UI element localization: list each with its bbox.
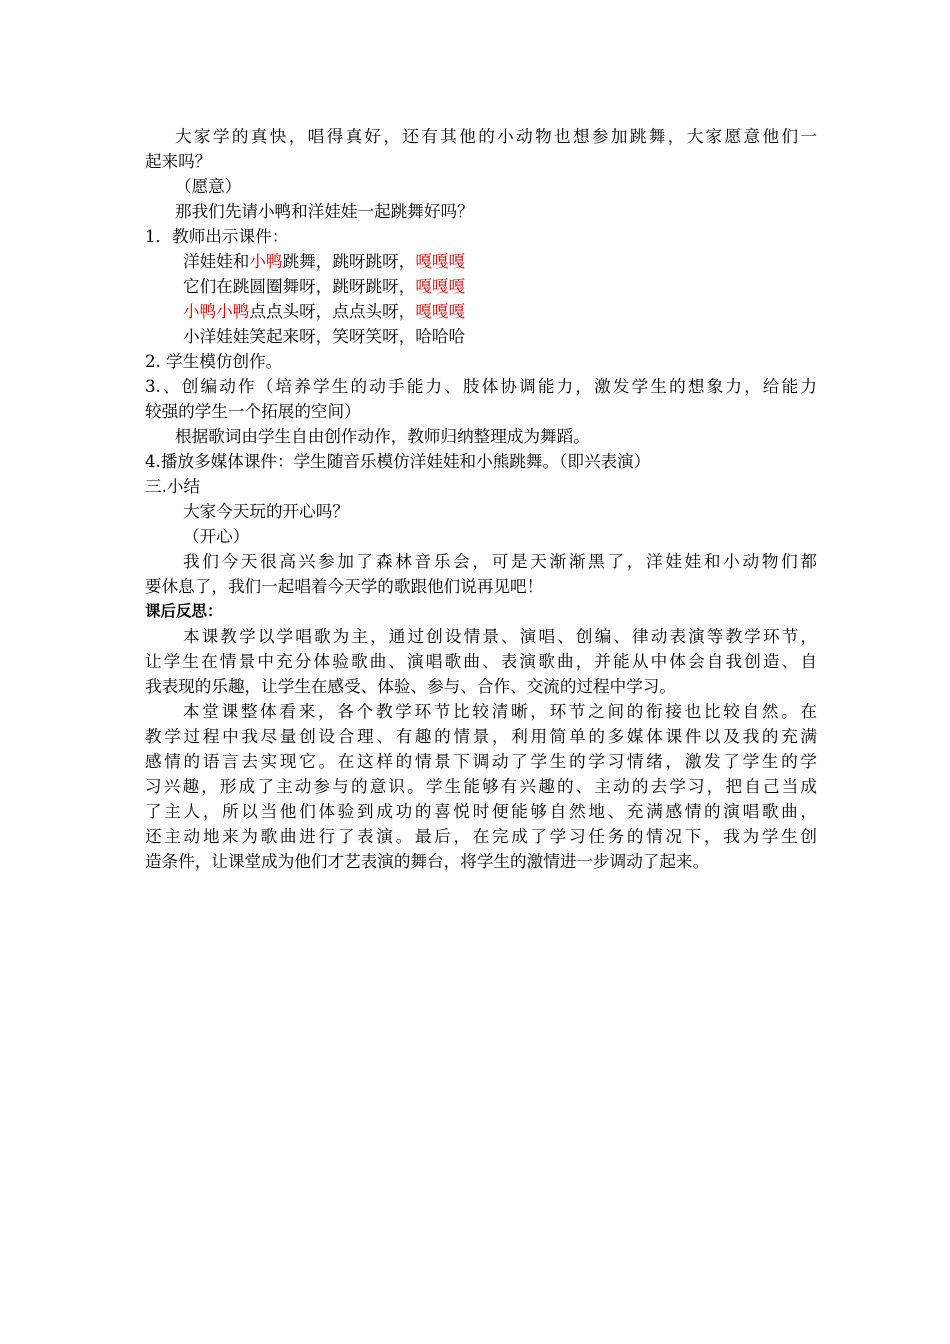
text-segment: 2. 学生模仿创作。 (145, 352, 283, 371)
text-segment: 跳舞，跳呀跳呀， (282, 252, 416, 271)
text-segment: 我们今天很高兴参加了森林音乐会，可是天渐渐黑了，洋娃娃和小动物们都 (183, 552, 817, 571)
text-segment: 4.播放多媒体课件：学生随音乐模仿洋娃娃和小熊跳舞。（即兴表演） (145, 452, 651, 471)
text-segment: 1．教师出示课件： (145, 227, 289, 246)
text-segment: 三.小结 (145, 477, 201, 496)
text-line (145, 424, 817, 449)
text-line (145, 499, 817, 524)
text-segment: 教学过程中我尽量创设合理、有趣的情景，利用简单的多媒体课件以及我的充满 (145, 727, 817, 746)
text-segment: 起来吗？ (145, 152, 212, 171)
text-segment: 造条件，让课堂成为他们才艺表演的舞台，将学生的激情进一步调动了起来。 (145, 852, 710, 871)
highlighted-text: 嘎嘎嘎 (415, 252, 466, 271)
text-segment: 课后反思： (145, 602, 223, 620)
text-line (145, 849, 817, 874)
text-line (145, 699, 817, 724)
text-segment: 大家学的真快，唱得真好，还有其他的小动物也想参加跳舞，大家愿意他们一 (175, 127, 817, 146)
highlighted-text: 嘎嘎嘎 (415, 277, 466, 296)
text-line (145, 349, 817, 374)
text-segment: 习兴趣，形成了主动参与的意识。学生能够有兴趣的、主动的去学习，把自己当成 (145, 777, 817, 796)
text-segment: 较强的学生一个拓展的空间） (145, 402, 361, 421)
text-line (145, 574, 817, 599)
text-line (145, 799, 817, 824)
highlighted-text: 小鸭小鸭 (183, 302, 250, 321)
text-line (145, 749, 817, 774)
text-segment: （开心） (183, 527, 250, 546)
text-segment: 了主人，所以当他们体验到成功的喜悦时便能够自然地、充满感情的演唱歌曲， (145, 802, 817, 821)
text-segment: 点点头呀，点点头呀， (249, 302, 416, 321)
text-segment: 让学生在情景中充分体验歌曲、演唱歌曲、表演歌曲，并能从中体会自我创造、自 (145, 652, 817, 671)
text-line (145, 549, 817, 574)
text-line (145, 174, 817, 199)
text-segment: 大家今天玩的开心吗？ (183, 502, 349, 521)
text-line (145, 399, 817, 424)
text-line (145, 824, 817, 849)
text-segment: 洋娃娃和 (183, 252, 250, 271)
text-line (145, 474, 817, 499)
text-line (145, 774, 817, 799)
text-segment: （愿意） (175, 177, 242, 196)
text-line (145, 199, 817, 224)
text-segment: 它们在跳圆圈舞呀，跳呀跳呀， (183, 277, 416, 296)
text-line (145, 249, 817, 274)
text-line (145, 224, 817, 249)
text-line (145, 674, 817, 699)
text-segment: 还主动地来为歌曲进行了表演。最后，在完成了学习任务的情况下，我为学生创 (145, 827, 817, 846)
text-segment: 我表现的乐趣，让学生在感受、体验、参与、合作、交流的过程中学习。 (145, 677, 676, 696)
text-segment: 本堂课整体看来，各个教学环节比较清晰，环节之间的衔接也比较自然。在 (183, 702, 817, 721)
section-heading (145, 599, 817, 624)
text-line (145, 324, 817, 349)
document-body (145, 124, 817, 874)
text-segment: 本课教学以学唱歌为主，通过创设情景、演唱、创编、律动表演等教学环节， (183, 627, 817, 646)
text-segment: 3.、创编动作（培养学生的动手能力、肢体协调能力，激发学生的想象力，给能力 (145, 377, 817, 396)
text-line (145, 274, 817, 299)
text-line (145, 724, 817, 749)
highlighted-text: 小鸭 (249, 252, 283, 271)
text-line (145, 299, 817, 324)
text-segment: 要休息了，我们一起唱着今天学的歌跟他们说再见吧！ (145, 577, 544, 596)
text-line (145, 124, 817, 149)
text-line (145, 374, 817, 399)
text-line (145, 649, 817, 674)
text-line (145, 624, 817, 649)
text-line (145, 524, 817, 549)
highlighted-text: 嘎嘎嘎 (415, 302, 466, 321)
text-line (145, 449, 817, 474)
text-segment: 根据歌词由学生自由创作动作，教师归纳整理成为舞蹈。 (175, 427, 590, 446)
text-segment: 那我们先请小鸭和洋娃娃一起跳舞好吗？ (175, 202, 474, 221)
text-line (145, 149, 817, 174)
text-segment: 小洋娃娃笑起来呀，笑呀笑呀，哈哈哈 (183, 327, 466, 346)
text-segment: 感情的语言去实现它。在这样的情景下调动了学生的学习情绪，激发了学生的学 (145, 752, 817, 771)
